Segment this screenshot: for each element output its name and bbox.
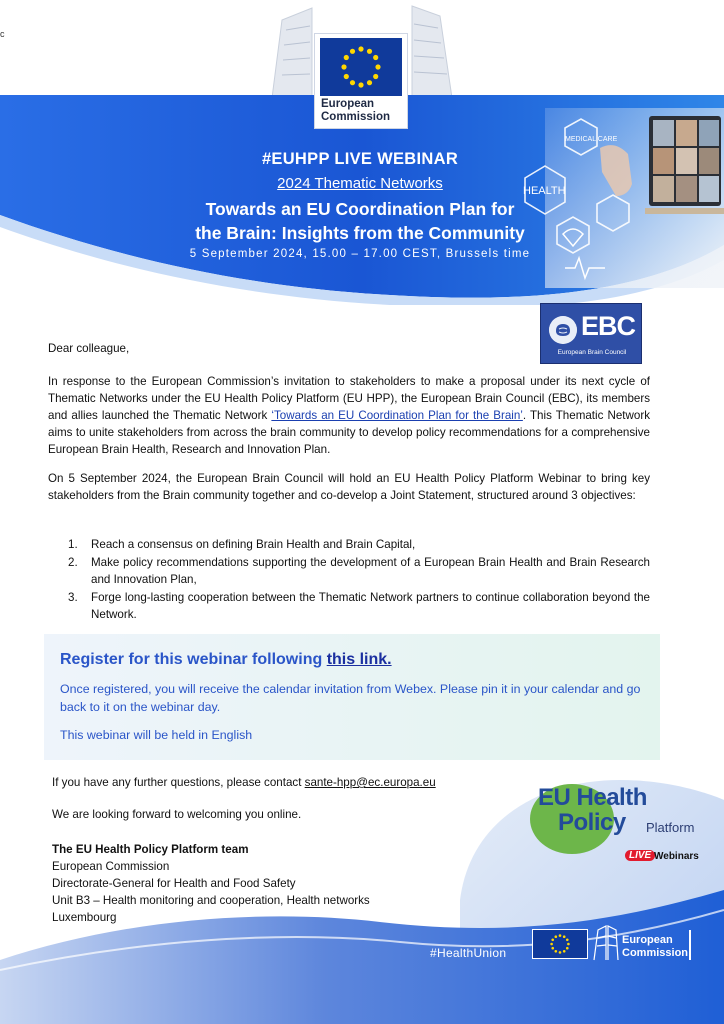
team-line: Unit B3 – Health monitoring and cooperation, Health networks [52, 894, 370, 907]
webinar-type-heading: #EUHPP LIVE WEBINAR [261, 150, 459, 168]
objective-text: Reach a consensus on defining Brain Health and Brain Capital, [91, 538, 416, 551]
webinar-title-line-1: Towards an EU Coordination Plan for [205, 199, 515, 219]
contact-text: If you have any further questions, please contact [52, 776, 305, 789]
objective-item [68, 554, 650, 588]
objectives-list [68, 536, 650, 624]
thematic-network-link[interactable]: ‘Towards an EU Coordination Plan for the Brain’ [271, 409, 523, 422]
logo-webinars: Webinars [654, 851, 699, 862]
stray-mark: c [0, 29, 5, 39]
objective-item [68, 589, 650, 623]
webinar-title-line-2: the Brain: Insights from the Community [195, 223, 525, 243]
objective-item [68, 536, 650, 553]
ebc-abbreviation: EBC [581, 311, 636, 341]
logo-platform: Platform [646, 820, 695, 835]
registration-instructions: Once registered, you will receive the calendar invitation from Webex. Please pin it in your calendar and go back to it on the webinar day. [60, 682, 641, 714]
health-label: HEALTH [523, 185, 566, 197]
eu-flag-icon [532, 929, 588, 959]
live-badge: LIVE [625, 850, 655, 861]
ec-logo-label: European Commission [321, 98, 391, 123]
european-commission-footer-logo [532, 920, 694, 964]
registration-link[interactable]: this link. [326, 651, 392, 668]
objective-number: 2. [68, 556, 78, 569]
logo-divider [689, 930, 691, 960]
objective-number: 3. [68, 591, 78, 604]
objective-text: Make policy recommendations supporting the development of a European Brain Health and Brain Research and Innovation Plan, [91, 556, 650, 586]
team-line: European Commission [52, 860, 170, 873]
intro-paragraph [48, 373, 650, 458]
medical-care-label: MEDICAL CARE [565, 136, 618, 143]
team-line: Luxembourg [52, 911, 117, 924]
greeting: Dear colleague, [48, 342, 130, 355]
registration-heading [60, 651, 392, 669]
closing-line: We are looking forward to welcoming you online. [52, 808, 302, 821]
webinar-paragraph: On 5 September 2024, the European Brain Council will hold an EU Health Policy Platform Webinar to bring key stakeholders from the Brain community together and co-develop a Joint Statement, structured around 3 objectives: [48, 472, 650, 502]
health-union-hashtag: #HealthUnion [430, 946, 507, 960]
objective-text: Forge long-lasting cooperation between the Thematic Network partners to continue collaboration beyond the Network. [91, 591, 650, 621]
logo-policy: Policy [558, 809, 626, 836]
intro-text-b: . This Thematic Network aims to unite stakeholders from across the brain community to develop policy recommendations for a comprehensive European Brain Health, Research and Innovation Plan. [48, 409, 650, 456]
webinar-title [150, 197, 570, 245]
eu-health-policy-platform-logo [528, 782, 708, 872]
ec-footer-logo-label: European Commission [622, 934, 689, 959]
thematic-networks-subtitle: 2024 Thematic Networks [277, 175, 443, 192]
registration-heading-text: Register for this webinar following [60, 651, 327, 668]
registration-box [44, 634, 660, 760]
webinar-date: 5 September 2024, 15.00 – 17.00 CEST, Brussels time [189, 248, 531, 260]
intro-text-a: In response to the European Commission’s invitation to stakeholders to make a proposal under its next cycle of Thematic Networks under the EU Health Policy Platform (EU HPP), the European Brain Council (EBC), its members and allies launched the Thematic Network [48, 375, 650, 422]
building-mark-icon [592, 924, 620, 962]
webinar-header [150, 150, 570, 260]
team-line: Directorate-General for Health and Food Safety [52, 877, 296, 890]
logo-eu-health: EU Health [538, 784, 647, 811]
ebc-full-name: European Brain Council [557, 349, 627, 356]
european-commission-logo [314, 33, 408, 129]
team-name: The EU Health Policy Platform team [52, 843, 249, 856]
objective-number: 1. [68, 538, 78, 551]
language-note: This webinar will be held in English [60, 728, 253, 742]
contact-email-link[interactable]: sante-hpp@ec.europa.eu [304, 776, 436, 789]
eu-flag-icon [320, 38, 402, 96]
